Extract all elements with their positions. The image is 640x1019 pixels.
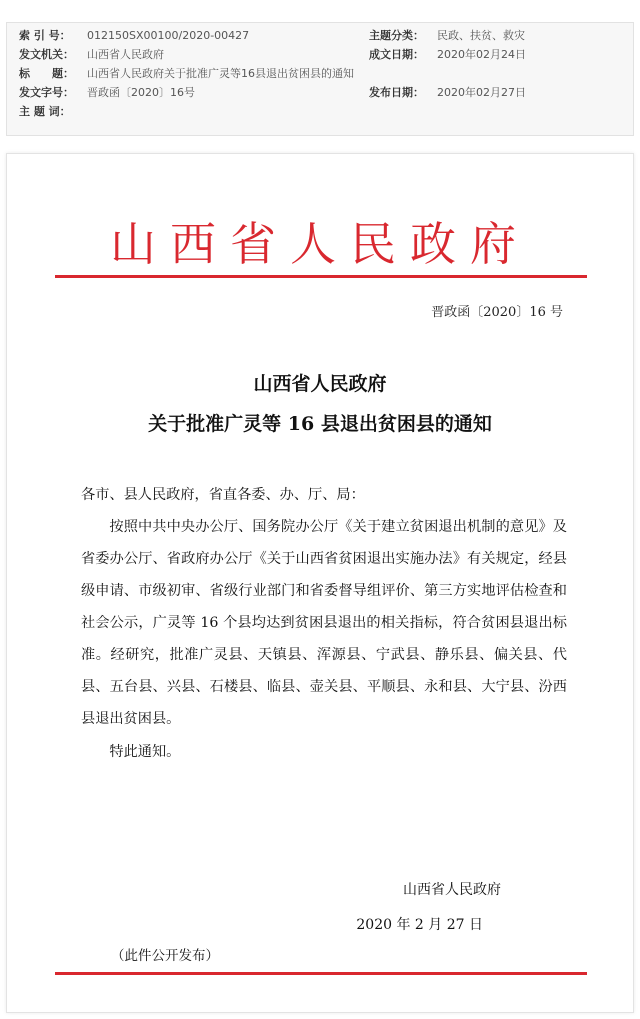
title-value: 山西省人民政府关于批准广灵等16县退出贫困县的通知	[87, 67, 354, 80]
index-label: 索 引 号：	[19, 29, 71, 42]
issuing-organization-header: 山西省人民政府	[110, 217, 530, 271]
title-label: 标 题：	[19, 67, 74, 80]
keywords-label: 主 题 词：	[19, 105, 71, 118]
created-date-label: 成文日期：	[369, 48, 424, 61]
salutation: 各市、县人民政府，省直各委、办、厅、局：	[81, 487, 365, 503]
document-heading-line1: 山西省人民政府	[253, 373, 387, 395]
header-red-rule	[55, 275, 587, 278]
meta-row-issuer	[7, 46, 633, 64]
docno-value: 晋政函〔2020〕16号	[87, 86, 195, 99]
document-number: 晋政函〔2020〕16 号	[431, 305, 563, 320]
meta-row-index	[7, 27, 633, 45]
body-paragraph: 按照中共中央办公厅、国务院办公厅《关于建立贫困退出机制的意见》及省委办公厅、省政府办公厅《关于山西省贫困退出实施办法》有关规定，经县级申请、市级初审、省级行业部门和省委督导组评价、第三方实地评估检查和社会公示，广灵等 16 个县均达到贫困县退出的相关指标，符合贫困县退出标准。经研究，批准广灵县、天镇县、浑源县、宁武县、静乐县、偏关县、代县、五台县、兴县、石楼县、临县、壶关县、平顺县、永和县、大宁县、汾西县退出贫困县。	[81, 519, 567, 727]
issuer-label: 发文机关：	[19, 48, 74, 61]
official-document	[6, 153, 634, 1013]
footer-red-rule	[55, 972, 587, 975]
docno-label: 发文字号：	[19, 86, 74, 99]
topic-value: 民政、扶贫、救灾	[437, 29, 525, 42]
publication-note: （此件公开发布）	[111, 948, 219, 964]
document-metadata-panel	[6, 22, 634, 136]
meta-row-keywords	[7, 103, 633, 121]
published-date-value: 2020年02月27日	[437, 86, 526, 99]
published-date-label: 发布日期：	[369, 86, 424, 99]
created-date-value: 2020年02月24日	[437, 48, 526, 61]
topic-label: 主题分类：	[369, 29, 424, 42]
document-heading-line2: 关于批准广灵等 16 县退出贫困县的通知	[148, 413, 492, 435]
index-value: 012150SX00100/2020-00427	[87, 29, 250, 42]
meta-row-title	[7, 65, 633, 83]
signature-organization: 山西省人民政府	[403, 882, 501, 898]
issuer-value: 山西省人民政府	[87, 48, 164, 61]
meta-row-docno	[7, 84, 633, 102]
closing-line: 特此通知。	[109, 744, 181, 760]
signature-date: 2020 年 2 月 27 日	[356, 917, 483, 933]
